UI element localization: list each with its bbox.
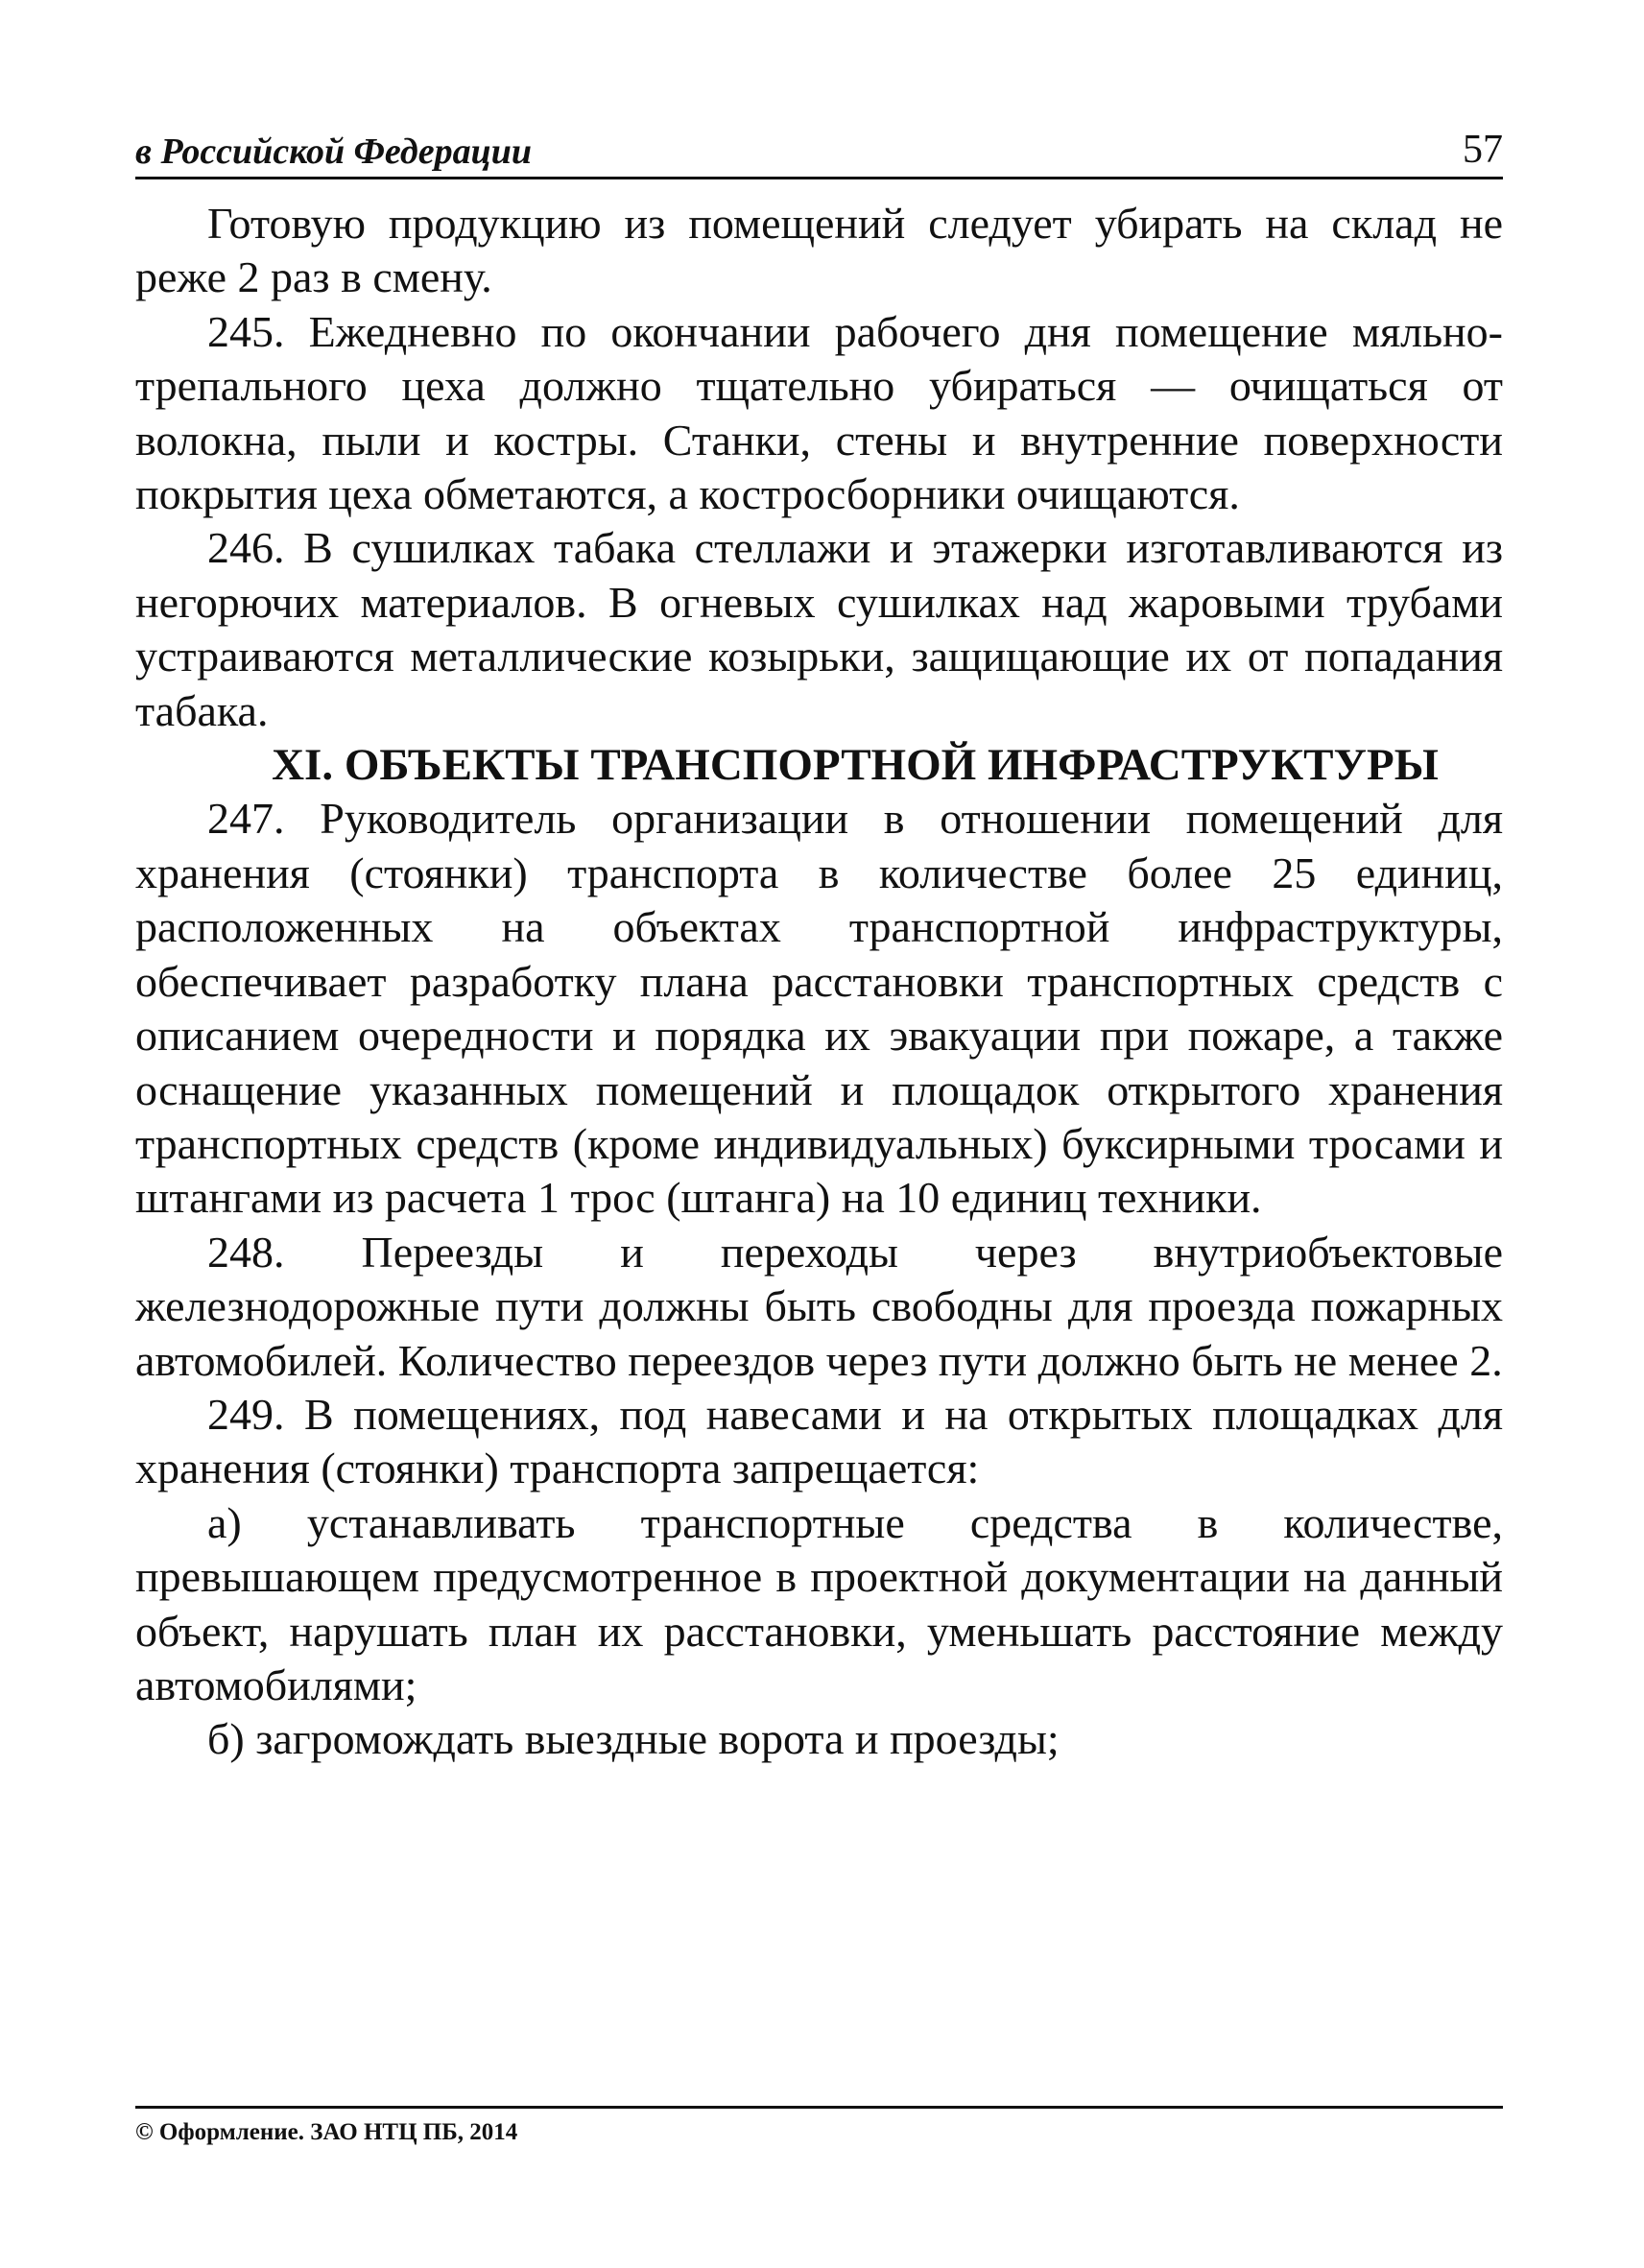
page-number: 57 — [1463, 128, 1503, 172]
paragraph-248: 248. Переезды и переходы через внутриобъектовые железнодорожные пути должны быть свободны для проезда пожарных автомобилей. Количество переездов через пути должно быть не менее 2. — [135, 1227, 1503, 1385]
paragraph-249-a: а) устанавливать транспортные средства в количестве, превышающем предусмотренное в проектной документации на данный объект, нарушать план их расстановки, уменьшать расстояние между автомобилями; — [135, 1497, 1503, 1709]
section-heading: XI. ОБЪЕКТЫ ТРАНСПОРТНОЙ ИНФРАСТРУКТУРЫ — [272, 740, 1439, 791]
paragraph-246: 246. В сушилках табака стеллажи и этажерки изготавливаются из негорючих материалов. В огневых сушилках над жаровыми трубами устраиваются металлические козырьки, защищающие их от попадания табака. — [135, 523, 1503, 735]
footer-copyright: © Оформление. ЗАО НТЦ ПБ, 2014 — [135, 2119, 518, 2145]
paragraph-245: 245. Ежедневно по окончании рабочего дня помещение мяльно-трепального цеха должно тщательно убираться — очищаться от волокна, пыли и костры. Станки, стены и внутренние поверхности покрытия цеха обметаются, а костросборники очищаются. — [135, 306, 1503, 519]
body-text — [135, 197, 1503, 1767]
running-header — [135, 123, 1503, 179]
running-title: в Российской Федерации — [135, 131, 532, 172]
paragraph-249: 249. В помещениях, под навесами и на открытых площадках для хранения (стоянки) транспорта запрещается: — [135, 1389, 1503, 1493]
footer-rule — [135, 2106, 1503, 2109]
paragraph-249-b: б) загромождать выездные ворота и проезды; — [207, 1714, 1060, 1764]
paragraph-intro: Готовую продукцию из помещений следует убирать на склад не реже 2 раз в смену. — [135, 199, 1503, 302]
paragraph-247: 247. Руководитель организации в отношении помещений для хранения (стоянки) транспорта в количестве более 25 единиц, расположенных на объектах транспортной инфраструктуры, обеспечивает разработку плана расстановки транспортных средств с описанием очередности и порядка их эвакуации при пожаре, а также оснащение указанных помещений и площадок открытого хранения транспортных средств (кроме индивидуальных) буксирными тросами и штангами из расчета 1 трос (штанга) на 10 единиц техники. — [135, 794, 1503, 1223]
